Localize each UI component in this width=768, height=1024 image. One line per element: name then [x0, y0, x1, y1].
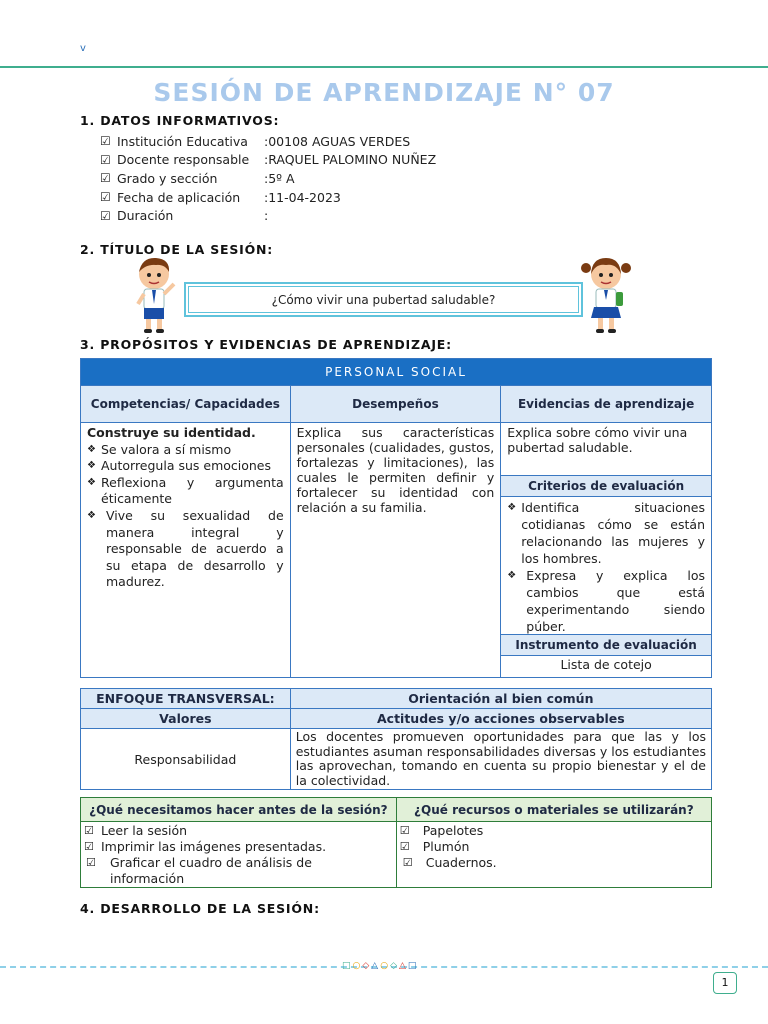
section-1-heading: 1. DATOS INFORMATIVOS:	[80, 113, 280, 128]
instrumento-value: Lista de cotejo	[560, 657, 652, 672]
diamond-bullet-icon: ❖	[507, 502, 517, 513]
antes-item: ☑ Graficar el cuadro de análisis de información	[81, 855, 396, 887]
preparacion-table	[80, 797, 712, 888]
actitud-text: Los docentes promueven oportunidades para que las y los estudiantes asuman responsabilidades diversas y los estudiantes las aprovechan, tomando en cuenta su propio bienestar y el de la colectividad.	[295, 729, 706, 788]
area-header: PERSONAL SOCIAL	[81, 359, 712, 386]
evidencia-text: Explica sobre cómo vivir una pubertad saludable.	[507, 425, 688, 455]
recurso-item: ☑ Papelotes	[397, 823, 711, 839]
session-title: ¿Cómo vivir una pubertad saludable?	[188, 286, 579, 313]
datos-row	[100, 188, 436, 207]
diamond-bullet-icon: ❖	[507, 570, 517, 581]
diamond-bullet-icon: ❖	[87, 443, 96, 455]
datos-row	[100, 206, 436, 225]
datos-value: :11-04-2023	[264, 189, 341, 205]
checkbox-icon: ☑	[100, 134, 111, 149]
datos-label: Duración	[117, 208, 174, 224]
page-number: 1	[713, 972, 737, 994]
desempeno-text: Explica sus características personales (cualidades, gustos, fortalezas y limitaciones), las cuales le permiten definir y fortalecer su identidad con relación a su familia.	[296, 425, 495, 515]
checkbox-icon: ☑	[100, 208, 111, 223]
datos-value: :5º A	[264, 170, 295, 186]
section-4-heading: 4. DESARROLLO DE LA SESIÓN:	[80, 901, 320, 916]
recursos-cell	[396, 822, 711, 888]
diamond-bullet-icon: ❖	[87, 509, 96, 521]
propositos-table	[80, 358, 712, 678]
datos-informativos	[100, 132, 436, 225]
checkbox-icon: ☑	[399, 824, 410, 837]
col-recursos: ¿Qué recursos o materiales se utilizarán?	[396, 798, 711, 822]
section-3-heading: 3. PROPÓSITOS Y EVIDENCIAS DE APRENDIZAJE:	[80, 337, 452, 352]
capacidad-item: ❖ Autorregula sus emociones	[87, 458, 272, 474]
enfoque-label: ENFOQUE TRANSVERSAL:	[81, 689, 291, 709]
session-title-box	[184, 282, 583, 317]
recurso-item: ☑ Plumón	[397, 839, 711, 855]
capacidad-item: ❖ Se valora a sí mismo	[87, 441, 232, 457]
col-antes: ¿Qué necesitamos hacer antes de la sesión?	[81, 798, 397, 822]
checkbox-icon: ☑	[100, 190, 111, 205]
diamond-bullet-icon: ❖	[87, 460, 96, 472]
antes-item: ☑ Leer la sesión	[81, 823, 396, 839]
evidencias-cell	[501, 423, 712, 678]
col-desempenos: Desempeños	[290, 386, 501, 423]
page-title: SESIÓN DE APRENDIZAJE N° 07	[153, 78, 615, 107]
enfoque-table	[80, 688, 712, 790]
datos-value: :	[264, 208, 269, 224]
datos-label: Institución Educativa	[117, 133, 248, 149]
valor-cell: Responsabilidad	[81, 729, 291, 790]
recurso-item: ☑ Cuadernos.	[397, 855, 711, 871]
capacidad-item: ❖ Vive su sexualidad de manera integral y responsable de acuerdo a su etapa de desarrollo y madurez.	[87, 507, 284, 590]
checkbox-icon: ☑	[84, 824, 94, 837]
capacidad-item: ❖ Reflexiona y argumenta éticamente	[87, 474, 284, 507]
datos-label: Docente responsable	[117, 152, 250, 168]
criterio-item: ❖ Identifica situaciones cotidianas cómo se están relacionando las mujeres y los hombres.	[507, 500, 705, 566]
checkbox-icon: ☑	[402, 856, 413, 869]
checkbox-icon: ☑	[84, 840, 94, 853]
header-mark: v	[80, 43, 86, 54]
antes-cell	[81, 822, 397, 888]
datos-value: :00108 AGUAS VERDES	[264, 133, 411, 149]
datos-value: :RAQUEL PALOMINO NUÑEZ	[264, 152, 437, 168]
checkbox-icon: ☑	[399, 840, 410, 853]
boy-illustration	[132, 254, 178, 336]
col-competencias: Competencias/ Capacidades	[81, 386, 291, 423]
criterios-heading: Criterios de evaluación	[501, 475, 711, 497]
checkbox-icon: ☑	[86, 856, 96, 869]
enfoque-value: Orientación al bien común	[290, 689, 711, 709]
col-evidencias: Evidencias de aprendizaje	[501, 386, 712, 423]
decorative-shapes-icon: □○◇△○◇△□	[342, 961, 419, 971]
datos-row	[100, 169, 436, 188]
diamond-bullet-icon: ❖	[87, 476, 96, 488]
criterio-item: ❖ Expresa y explica los cambios que está experimentando siendo púber.	[507, 568, 705, 634]
datos-row	[100, 132, 436, 151]
datos-label: Fecha de aplicación	[117, 189, 241, 205]
checkbox-icon: ☑	[100, 171, 111, 186]
col-actitudes: Actitudes y/o acciones observables	[290, 709, 711, 729]
section-2-heading: 2. TÍTULO DE LA SESIÓN:	[80, 242, 274, 257]
antes-item: ☑ Imprimir las imágenes presentadas.	[81, 839, 396, 855]
actitud-cell	[290, 729, 711, 790]
girl-illustration	[580, 254, 632, 336]
desempenos-cell	[290, 423, 501, 678]
header-divider	[0, 66, 768, 68]
checkbox-icon: ☑	[100, 152, 111, 167]
competencia-title: Construye su identidad.	[87, 425, 256, 440]
competencias-cell	[81, 423, 291, 678]
col-valores: Valores	[81, 709, 291, 729]
datos-label: Grado y sección	[117, 170, 218, 186]
instrumento-heading: Instrumento de evaluación	[501, 634, 711, 656]
datos-row	[100, 151, 436, 170]
